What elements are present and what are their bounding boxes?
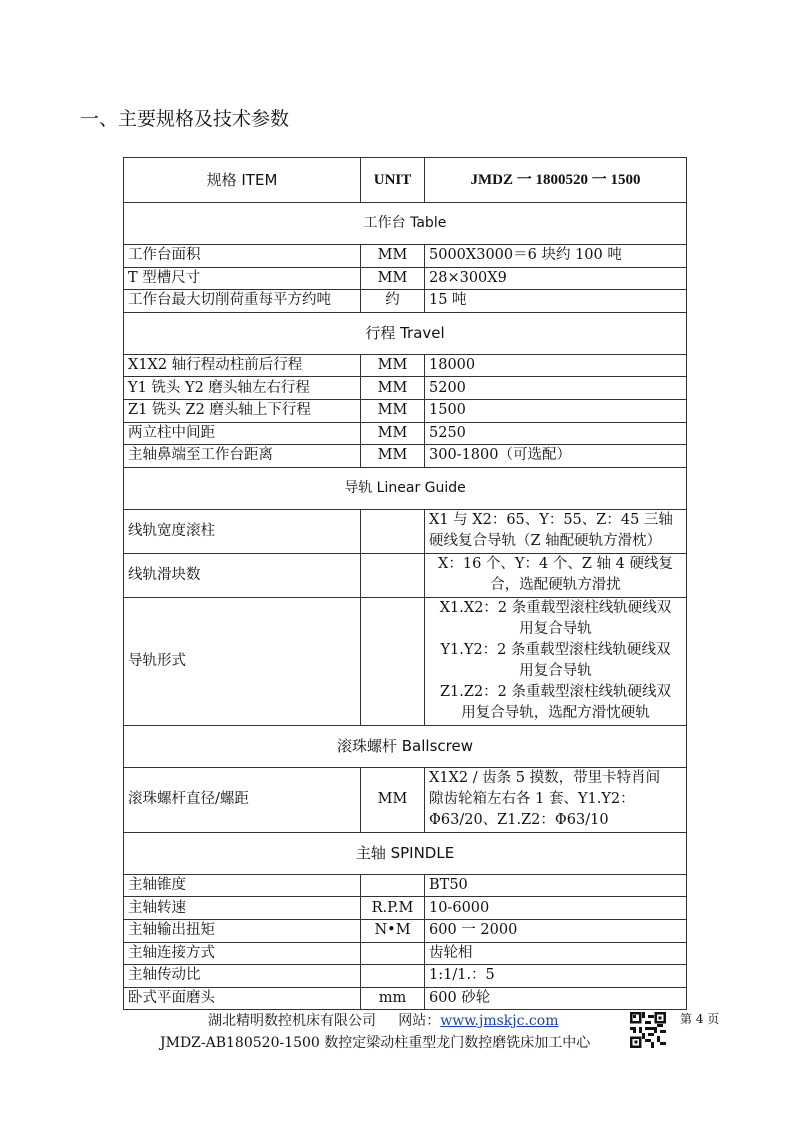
spec-table <box>123 157 687 1010</box>
spec-value <box>425 553 687 597</box>
spec-item: 主轴鼻端至工作台距离 <box>124 445 361 468</box>
spec-value <box>425 354 687 377</box>
spec-value-line: 18000 <box>429 357 476 374</box>
spec-unit: MM <box>361 267 425 290</box>
spec-value <box>425 942 687 965</box>
table-row <box>124 509 687 553</box>
header-unit: UNIT <box>361 158 425 203</box>
spec-unit <box>361 509 425 553</box>
spec-unit: N•M <box>361 919 425 942</box>
spec-unit: MM <box>361 354 425 377</box>
spec-item: Z1 铣头 Z2 磨头轴上下行程 <box>124 399 361 422</box>
spec-value-line: 15 吨 <box>429 292 467 309</box>
company-name: 湖北精明数控机床有限公司 <box>208 1013 376 1029</box>
table-row <box>124 267 687 290</box>
spec-value-line: 5250 <box>429 424 466 441</box>
spec-value-line: 1:1/1.：5 <box>429 967 495 984</box>
section-header-row <box>124 832 687 874</box>
spec-item: 两立柱中间距 <box>124 422 361 445</box>
spec-value-line: 300-1800（可选配） <box>429 447 571 464</box>
spec-value <box>425 874 687 897</box>
spec-value <box>425 597 687 725</box>
spec-item: 线轨宽度滚柱 <box>124 509 361 553</box>
spec-unit: 约 <box>361 290 425 313</box>
spec-value-line: 1500 <box>429 402 466 419</box>
spec-value-line: BT50 <box>429 877 468 894</box>
spec-item: 主轴连接方式 <box>124 942 361 965</box>
spec-item: 线轨滑块数 <box>124 553 361 597</box>
spec-item: 主轴输出扭矩 <box>124 919 361 942</box>
table-row <box>124 354 687 377</box>
spec-unit <box>361 965 425 988</box>
spec-value <box>425 919 687 942</box>
table-row <box>124 987 687 1010</box>
spec-value-line: Z1.Z2：2 条重载型滚柱线轨硬线双 <box>439 684 672 701</box>
page-number: 第 4 页 <box>680 1012 720 1026</box>
product-name: JMDZ-AB180520-1500 数控定梁动柱重型龙门数控磨铣床加工中心 <box>160 1035 591 1051</box>
table-row <box>124 445 687 468</box>
spec-value-line: 5200 <box>429 379 466 396</box>
spec-unit: MM <box>361 399 425 422</box>
spec-value-line: X1 与 X2：65、Y：55、Z：45 三轴 <box>429 512 673 529</box>
spec-value-line: X1X2 / 齿条 5 摸数，带里卡特肖间 <box>429 770 661 787</box>
spec-unit: MM <box>361 445 425 468</box>
spec-unit <box>361 553 425 597</box>
spec-item: 主轴传动比 <box>124 965 361 988</box>
spec-value-line: Φ63/20、Z1.Z2：Φ63/10 <box>429 812 609 829</box>
spec-item: 工作台最大切削荷重每平方约吨 <box>124 290 361 313</box>
section-label: 主轴 SPINDLE <box>124 832 687 874</box>
spec-item: T 型槽尺寸 <box>124 267 361 290</box>
spec-value-line: 用复合导轨 <box>519 663 592 680</box>
spec-unit: MM <box>361 422 425 445</box>
section-label: 导轨 Linear Guide <box>124 467 687 509</box>
spec-value-line: X：16 个、Y：4 个、Z 轴 4 硬线复 <box>438 556 673 573</box>
section-header-row <box>124 203 687 245</box>
spec-value <box>425 399 687 422</box>
table-row <box>124 942 687 965</box>
spec-unit <box>361 874 425 897</box>
section-label: 行程 Travel <box>124 312 687 354</box>
spec-value-line: Y1.Y2：2 条重载型滚柱线轨硬线双 <box>440 642 671 659</box>
spec-value-line: 硬线复合导轨（Z 轴配硬轨方滑枕） <box>429 533 662 550</box>
spec-value <box>425 897 687 920</box>
spec-item: 卧式平面磨头 <box>124 987 361 1010</box>
spec-unit <box>361 942 425 965</box>
spec-value <box>425 267 687 290</box>
spec-unit: MM <box>361 377 425 400</box>
header-item: 规格 ITEM <box>124 158 361 203</box>
table-row <box>124 422 687 445</box>
spec-value <box>425 445 687 468</box>
spec-item: X1X2 轴行程动柱前后行程 <box>124 354 361 377</box>
spec-item: 导轨形式 <box>124 597 361 725</box>
table-row <box>124 399 687 422</box>
spec-unit: MM <box>361 245 425 268</box>
section-label: 滚珠螺杆 Ballscrew <box>124 725 687 767</box>
spec-item: 主轴锥度 <box>124 874 361 897</box>
spec-value <box>425 290 687 313</box>
table-row <box>124 553 687 597</box>
spec-value-line: 用复合导轨，选配方滑忱硬轨 <box>461 705 650 722</box>
section-header-row <box>124 467 687 509</box>
table-row <box>124 965 687 988</box>
table-row <box>124 874 687 897</box>
spec-value <box>425 245 687 268</box>
spec-unit <box>361 597 425 725</box>
spec-value <box>425 767 687 832</box>
spec-value-line: 28×300X9 <box>429 269 507 286</box>
spec-value-line: 齿轮相 <box>429 944 473 961</box>
spec-value <box>425 422 687 445</box>
spec-value-line: 隙齿轮箱左右各 1 套、Y1.Y2： <box>429 791 635 808</box>
spec-item: Y1 铣头 Y2 磨头轴左右行程 <box>124 377 361 400</box>
spec-value-line: 合，选配硬轨方滑扰 <box>490 577 621 594</box>
spec-unit: mm <box>361 987 425 1010</box>
spec-unit: R.P.M <box>361 897 425 920</box>
table-row <box>124 767 687 832</box>
spec-item: 主轴转速 <box>124 897 361 920</box>
section-label: 工作台 Table <box>124 203 687 245</box>
website-label: 网站： <box>398 1013 441 1029</box>
spec-value-line: 600 砂轮 <box>429 990 491 1007</box>
table-row <box>124 377 687 400</box>
website-link[interactable]: www.jmskjc.com <box>440 1013 559 1029</box>
spec-item: 滚珠螺杆直径/螺距 <box>124 767 361 832</box>
spec-value-line: X1.X2：2 条重载型滚柱线轨硬线双 <box>439 600 672 617</box>
spec-value <box>425 377 687 400</box>
section-title: 一、主要规格及技术参数 <box>80 108 290 130</box>
header-model: JMDZ 一 1800520 一 1500 <box>425 158 687 203</box>
spec-value-line: 用复合导轨 <box>519 621 592 638</box>
table-row <box>124 897 687 920</box>
spec-value-line: 600 一 2000 <box>429 922 518 939</box>
footer-line-1 <box>208 1010 558 1030</box>
spec-item: 工作台面积 <box>124 245 361 268</box>
spec-value-line: 10-6000 <box>429 899 490 916</box>
table-row <box>124 245 687 268</box>
qr-code-icon <box>630 1012 666 1048</box>
table-header-row <box>124 158 687 203</box>
section-header-row <box>124 725 687 767</box>
spec-value <box>425 987 687 1010</box>
spec-unit: MM <box>361 767 425 832</box>
table-row <box>124 597 687 725</box>
spec-value <box>425 965 687 988</box>
table-row <box>124 919 687 942</box>
table-row <box>124 290 687 313</box>
section-header-row <box>124 312 687 354</box>
spec-value <box>425 509 687 553</box>
spec-value-line: 5000X3000＝6 块约 100 吨 <box>429 247 622 264</box>
